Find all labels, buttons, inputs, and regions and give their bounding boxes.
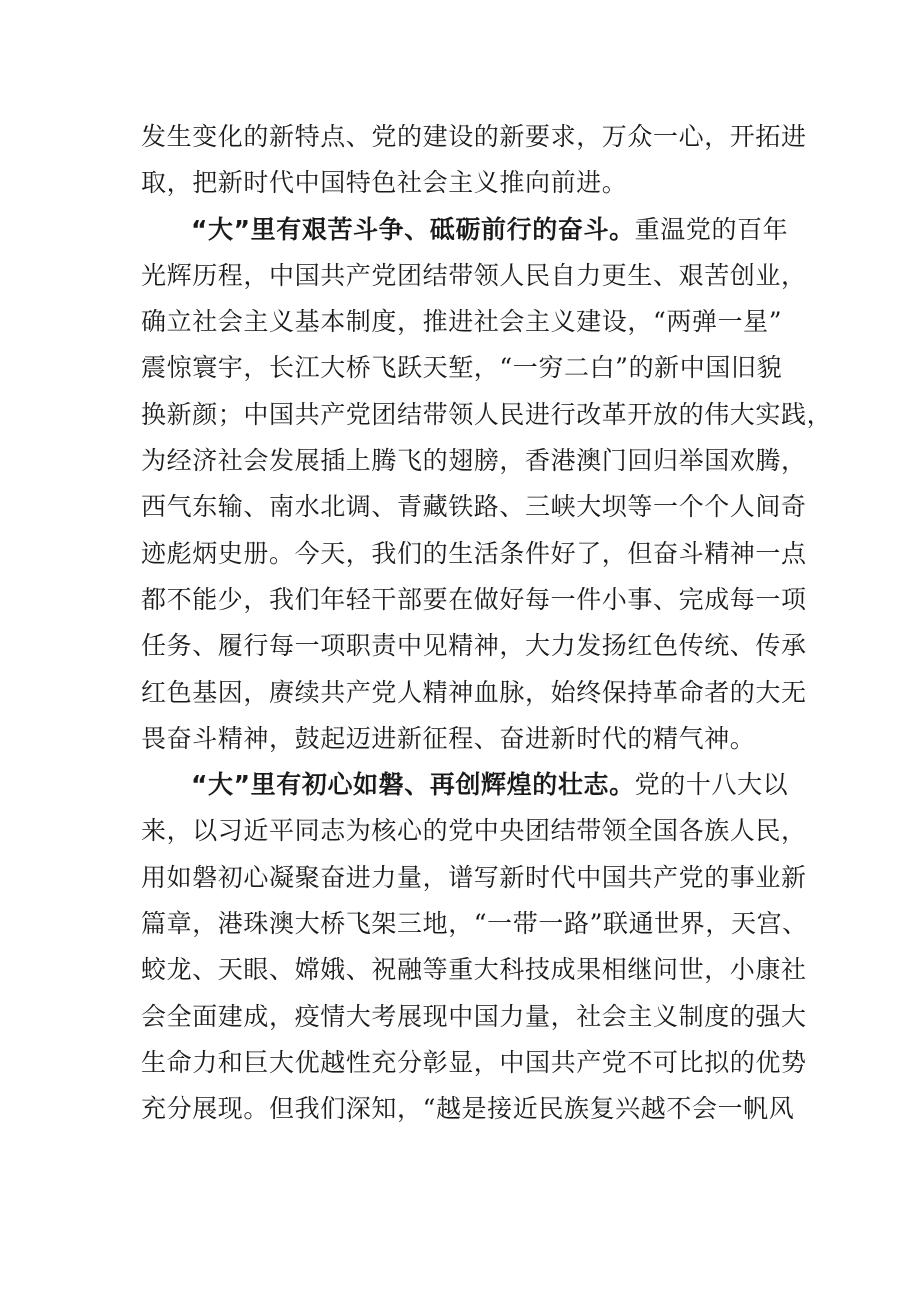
text-line: 畏奋斗精神，鼓起迈进新征程、奋进新时代的精气神。: [141, 723, 756, 753]
text-line: 光辉历程，中国共产党团结带领人民自力更生、艰苦创业，: [141, 260, 807, 290]
text-line: 发生变化的新特点、党的建设的新要求，万众一心，开拓进: [141, 122, 807, 151]
text-line: 震惊寰宇，长江大桥飞跃天堑，“一穷二白”的新中国旧貌: [141, 353, 783, 383]
text-line: 取，把新时代中国特色社会主义推向前进。: [141, 168, 628, 198]
text-line: 篇章，港珠澳大桥飞架三地，“一带一路”联通世界，天宫、: [141, 909, 808, 939]
text-line: 为经济社会发展插上腾飞的翅膀，香港澳门回归举国欢腾，: [141, 446, 807, 476]
paragraph-first-line: [141, 762, 801, 808]
text-line: 来，以习近平同志为核心的党中央团结带领全国各族人民，: [141, 816, 807, 846]
text-line: 蛟龙、天眼、嫦娥、祝融等重大科技成果相继问世，小康社: [141, 955, 807, 985]
text-run: 党的十八大以: [634, 770, 789, 800]
document-body: [141, 114, 833, 1133]
text-line: 确立社会主义基本制度，推进社会主义建设，“两弹一星”: [141, 307, 783, 337]
text-line: 迹彪炳史册。今天，我们的生活条件好了，但奋斗精神一点: [141, 538, 807, 568]
paragraph-2: [141, 207, 833, 763]
text-line: 红色基因，赓续共产党人精神血脉，始终保持革命者的大无: [141, 677, 807, 707]
text-line: 西气东输、南水北调、青藏铁路、三峡大坝等一个个人间奇: [141, 492, 807, 522]
text-line: 用如磐初心凝聚奋进力量，谱写新时代中国共产党的事业新: [141, 862, 807, 892]
paragraph-heading: “大”里有艰苦斗争、砥砺前行的奋斗。: [191, 214, 635, 244]
paragraph-1: [141, 114, 807, 207]
text-line: 都不能少，我们年轻干部要在做好每一件小事、完成每一项: [141, 584, 807, 614]
text-line: 会全面建成，疫情大考展现中国力量，社会主义制度的强大: [141, 1001, 807, 1031]
text-line: 任务、履行每一项职责中见精神，大力发扬红色传统、传承: [141, 631, 807, 661]
text-line: 充分展现。但我们深知，“越是接近民族复兴越不会一帆风: [141, 1094, 795, 1124]
text-line: 生命力和巨大优越性充分彰显，中国共产党不可比拟的优势: [141, 1047, 807, 1077]
paragraph-3: [141, 762, 808, 1132]
paragraph-first-line: [141, 207, 801, 253]
text-run: 重温党的百年: [634, 214, 789, 244]
text-line: 换新颜；中国共产党团结带领人民进行改革开放的伟大实践，: [141, 399, 833, 429]
paragraph-heading: “大”里有初心如磐、再创辉煌的壮志。: [191, 770, 635, 800]
